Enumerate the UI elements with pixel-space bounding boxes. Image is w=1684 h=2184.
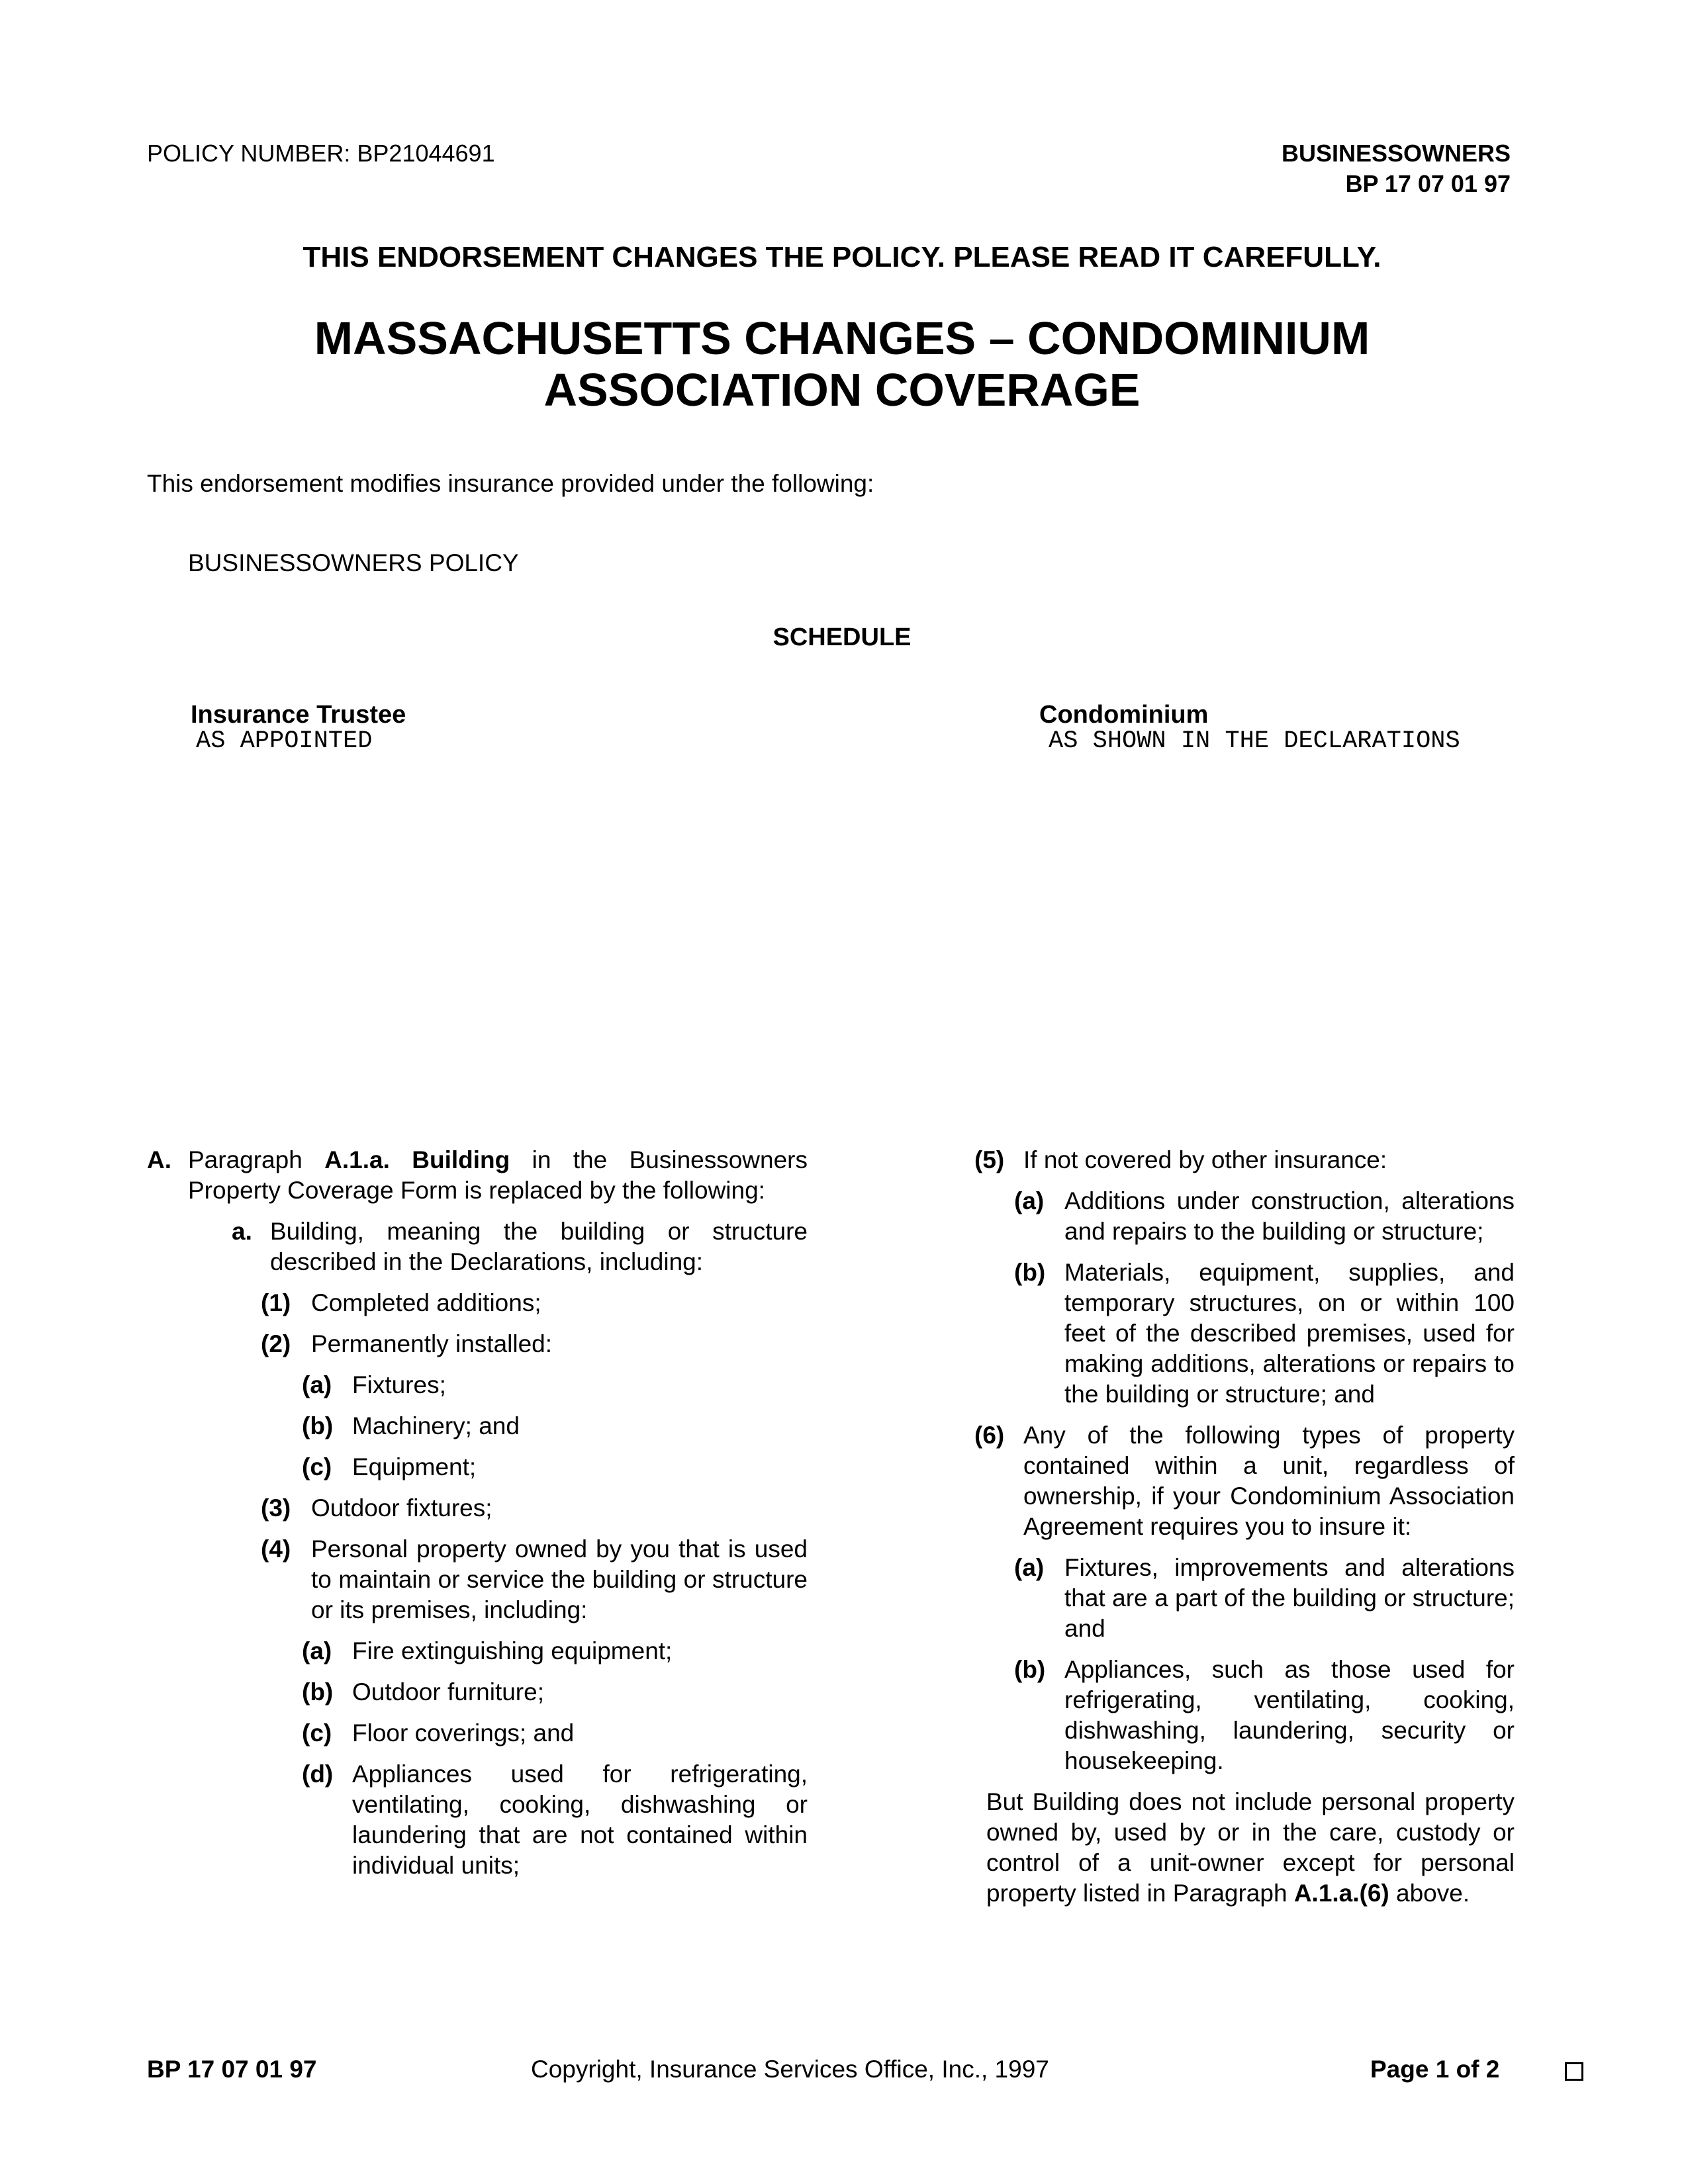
item-2a [147, 1370, 808, 1400]
section-a-post: in the Businessowners Property Coverage Form is replaced by the following: [188, 1146, 808, 1204]
but-ref: A.1.a.(6) [1293, 1880, 1389, 1907]
item-1 [147, 1288, 808, 1318]
item-4c-label: (c) [302, 1719, 332, 1747]
item-1-label: (1) [261, 1289, 291, 1316]
item-3-label: (3) [261, 1494, 291, 1522]
item-6a-label: (a) [1014, 1554, 1045, 1581]
item-2a-text: Fixtures; [352, 1371, 446, 1398]
insurance-trustee-value: AS APPOINTED [196, 727, 373, 755]
item-3 [147, 1493, 808, 1524]
item-2b-text: Machinery; and [352, 1412, 520, 1439]
schedule-heading: SCHEDULE [772, 623, 912, 651]
item-6-text: Any of the following types of property contained within a unit, regardless of ownership, if your Condominium Association Agreement requires you to insure it: [1023, 1422, 1515, 1540]
item-6b [974, 1655, 1515, 1776]
item-4c-text: Floor coverings; and [352, 1719, 575, 1747]
footer-page-number: Page 1 of 2 [1370, 2056, 1500, 2083]
item-6a-text: Fixtures, improvements and alterations that are a part of the building or structure; and [1064, 1554, 1515, 1642]
item-4d-text: Appliances used for refrigerating, ventilating, cooking, dishwashing or laundering that are not contained within individual units; [352, 1760, 808, 1879]
item-2b-label: (b) [302, 1412, 334, 1439]
item-a-text: Building, meaning the building or structure described in the Declarations, including: [270, 1218, 808, 1275]
item-2b [147, 1411, 808, 1441]
condominium-value: AS SHOWN IN THE DECLARATIONS [1049, 727, 1460, 755]
but-text: But Building does not include personal property owned by, used by or in the care, custody or control of a unit-owner except for personal property listed in Paragraph [986, 1788, 1515, 1907]
but-post: above. [1389, 1880, 1470, 1907]
item-4d-label: (d) [302, 1760, 334, 1788]
item-2-text: Permanently installed: [311, 1330, 553, 1357]
item-5-label: (5) [974, 1146, 1005, 1173]
item-6 [974, 1420, 1515, 1542]
item-4 [147, 1534, 808, 1625]
intro-text: This endorsement modifies insurance provided under the following: [147, 470, 874, 497]
item-6b-label: (b) [1014, 1656, 1046, 1683]
right-column [974, 1145, 1515, 1919]
item-4-label: (4) [261, 1535, 291, 1563]
insurance-trustee-label: Insurance Trustee [191, 701, 406, 729]
item-4c [147, 1718, 808, 1749]
left-column [147, 1145, 808, 1891]
item-5b-label: (b) [1014, 1259, 1046, 1286]
condominium-label: Condominium [1039, 701, 1209, 729]
item-4a [147, 1636, 808, 1666]
item-5a [974, 1186, 1515, 1247]
item-1-text: Completed additions; [311, 1289, 541, 1316]
footer-form-code: BP 17 07 01 97 [147, 2056, 317, 2083]
section-a [147, 1145, 808, 1206]
section-a-label: A. [147, 1146, 171, 1173]
page-title-line1: MASSACHUSETTS CHANGES – CONDOMINIUM [314, 312, 1370, 364]
page-title-line2: ASSOCIATION COVERAGE [543, 364, 1141, 416]
item-a-label: a. [232, 1218, 252, 1245]
footer-copyright: Copyright, Insurance Services Office, Inc., 1997 [531, 2056, 1049, 2083]
item-4a-label: (a) [302, 1637, 332, 1664]
item-a [147, 1216, 808, 1277]
but-paragraph [974, 1787, 1515, 1909]
form-line: BUSINESSOWNERS [1281, 140, 1511, 167]
policy-name: BUSINESSOWNERS POLICY [188, 549, 519, 576]
item-2a-label: (a) [302, 1371, 332, 1398]
item-5 [974, 1145, 1515, 1175]
item-5a-label: (a) [1014, 1187, 1045, 1214]
item-2c [147, 1452, 808, 1482]
item-2 [147, 1329, 808, 1359]
item-4a-text: Fire extinguishing equipment; [352, 1637, 673, 1664]
item-4-text: Personal property owned by you that is used to maintain or service the building or structure or its premises, including: [311, 1535, 808, 1623]
item-6a [974, 1553, 1515, 1644]
item-5a-text: Additions under construction, alterations and repairs to the building or structure; [1064, 1187, 1515, 1245]
item-4b [147, 1677, 808, 1707]
item-6-label: (6) [974, 1422, 1005, 1449]
item-4b-text: Outdoor furniture; [352, 1678, 544, 1706]
item-5b [974, 1257, 1515, 1410]
form-code-header: BP 17 07 01 97 [1345, 170, 1511, 197]
item-5-text: If not covered by other insurance: [1023, 1146, 1387, 1173]
item-3-text: Outdoor fixtures; [311, 1494, 492, 1522]
section-a-pre: Paragraph [188, 1146, 325, 1173]
policy-number: POLICY NUMBER: BP21044691 [147, 140, 495, 167]
item-2-label: (2) [261, 1330, 291, 1357]
item-2c-text: Equipment; [352, 1453, 477, 1480]
section-a-ref: A.1.a. Building [324, 1146, 510, 1173]
item-6b-text: Appliances, such as those used for refrigerating, ventilating, cooking, dishwashing, laundering, security or housekeeping. [1064, 1656, 1515, 1774]
item-5b-text: Materials, equipment, supplies, and temporary structures, on or within 100 feet of the described premises, used for making additions, alterations or repairs to the building or structure; and [1064, 1259, 1515, 1408]
endorsement-notice: THIS ENDORSEMENT CHANGES THE POLICY. PLEASE READ IT CAREFULLY. [303, 241, 1381, 273]
item-4b-label: (b) [302, 1678, 334, 1706]
item-4d [147, 1759, 808, 1881]
checkbox-square-icon [1565, 2062, 1583, 2081]
item-2c-label: (c) [302, 1453, 332, 1480]
